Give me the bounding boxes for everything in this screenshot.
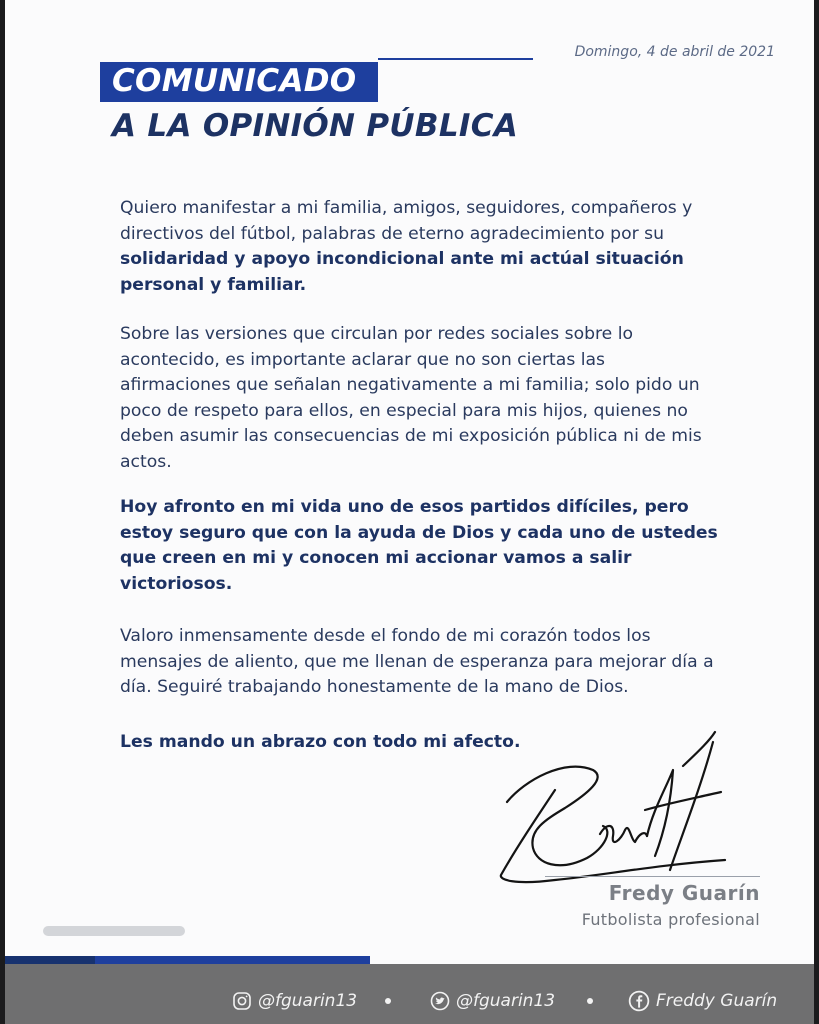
- paragraph-2: Sobre las versiones que circulan por redes sociales sobre lo acontecido, es importante aclarar que no son ciertas las afirmaciones que señalan negativamente a mi familia; solo pido un poco de respeto para ellos, en especial para mis hijos, quienes no deben asumir las consecuencias de mi exposición pública ni de mis actos.: [120, 324, 702, 472]
- twitter-icon: [430, 991, 450, 1011]
- separator-dot: [587, 998, 593, 1004]
- facebook-name: Freddy Guarín: [656, 991, 778, 1011]
- twitter-link[interactable]: [430, 988, 555, 1014]
- title-line-1: COMUNICADO: [112, 63, 357, 99]
- letter-date: Domingo, 4 de abril de 2021: [574, 44, 775, 60]
- instagram-icon: [232, 991, 252, 1011]
- handwritten-signature: [495, 730, 730, 890]
- signer-name: Fredy Guarín: [608, 881, 760, 905]
- paragraph-1: [120, 196, 720, 298]
- signature-line: [545, 876, 760, 877]
- instagram-link[interactable]: [232, 988, 357, 1014]
- separator-dot: [385, 998, 391, 1004]
- paragraph-3: Hoy afronto en mi vida uno de esos partidos difíciles, pero estoy seguro que con la ayuda de Dios y cada uno de ustedes que creen en mi y conocen mi accionar vamos a salir victoriosos.: [120, 497, 718, 594]
- paragraph-1-bold: solidaridad y apoyo incondicional ante mi actúal situación personal y familiar.: [120, 249, 684, 295]
- closing-line: Les mando un abrazo con todo mi afecto.: [120, 732, 521, 752]
- footer-accent-bar-dark: [5, 956, 95, 964]
- facebook-icon: [628, 990, 650, 1012]
- paragraph-4: Valoro inmensamente desde el fondo de mi corazón todos los mensajes de aliento, que me llenan de esperanza para mejorar día a día. Seguiré trabajando honestamente de la mano de Dios.: [120, 626, 714, 698]
- signer-role: Futbolista profesional: [581, 910, 760, 929]
- paragraph-1-regular: Quiero manifestar a mi familia, amigos, seguidores, compañeros y directivos del fútbol, palabras de eterno agradecimiento por su: [120, 198, 693, 244]
- title-line-2: A LA OPINIÓN PÚBLICA: [112, 108, 519, 144]
- horizontal-scrollbar[interactable]: [43, 926, 185, 936]
- facebook-link[interactable]: [628, 988, 777, 1014]
- title-rule: [378, 58, 533, 60]
- twitter-handle: @fguarin13: [456, 991, 556, 1011]
- instagram-handle: @fguarin13: [258, 991, 358, 1011]
